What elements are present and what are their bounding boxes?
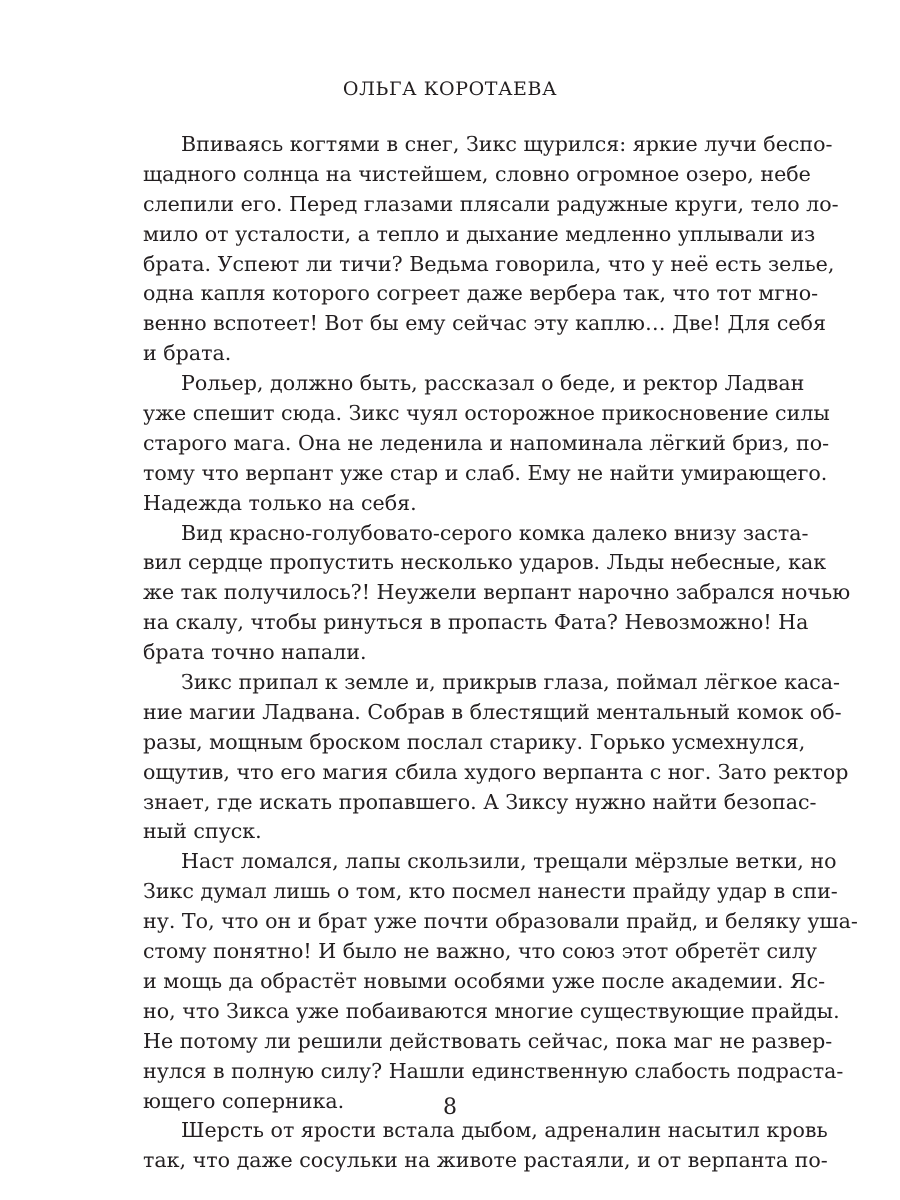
paragraph [143,130,839,369]
text-line: Наст ломался, лапы скользили, трещали мёрзлые ветки, но [181,849,837,874]
paragraph [143,668,849,847]
text-line: Зикс думал лишь о том, кто посмел нанести прайду удар в спи- [143,879,838,904]
text-line: нулся в полную силу? Нашли единственную слабость подраста- [143,1058,844,1083]
text-line: вил сердце пропустить несколько ударов. Льды небесные, как [143,550,827,575]
text-line: Рольер, должно быть, рассказал о беде, и ректор Ладван [181,371,805,396]
text-line: Не потому ли решили действовать сейчас, пока маг не развер- [143,1028,833,1053]
text-line: же так получилось?! Неужели верпант нарочно забрался ночью [143,580,851,605]
text-line: брата. Успеют ли тичи? Ведьма говорила, что у неё есть зелье, [143,251,835,276]
running-head-author: ОЛЬГА КОРОТАЕВА [342,78,558,100]
text-line: Надежда только на себя. [143,490,417,515]
paragraph [143,1116,828,1176]
text-line: Зикс припал к земле и, прикрыв глаза, поймал лёгкое каса- [181,670,840,695]
text-line: стому понятно! И было не важно, что союз этот обретёт силу [143,939,818,964]
text-line: но, что Зикса уже побаиваются многие существующие прайды. [143,998,840,1023]
text-line: разы, мощным броском послал старику. Горько усмехнулся, [143,729,806,754]
text-line: на скалу, чтобы ринуться в пропасть Фата? Невозможно! На [143,610,809,635]
text-line: мило от усталости, а тепло и дыхание медленно уплывали из [143,221,816,246]
text-line: ну. То, что он и брат уже почти образовали прайд, и беляку уша- [143,909,858,934]
page-number: 8 [443,1095,457,1120]
text-line: ощутив, что его магия сбила худого верпанта с ног. Зато ректор [143,759,849,784]
text-line: одна капля которого согреет даже вербера так, что тот мгно- [143,281,819,306]
text-line: так, что даже сосульки на животе растаяли, и от верпанта по- [143,1148,828,1173]
text-line: и мощь да обрастёт новыми особями уже после академии. Яс- [143,968,826,993]
text-line: знает, где искать пропавшего. А Зиксу нужно найти безопас- [143,789,817,814]
text-line: Вид красно-голубовато-серого комка далеко внизу заста- [181,520,809,545]
text-line: уже спешит сюда. Зикс чуял осторожное прикосновение силы [143,401,830,426]
paragraph [143,847,858,1116]
paragraph [143,369,830,518]
text-line: ющего соперника. [143,1088,345,1113]
text-line: щадного солнца на чистейшем, словно огромное озеро, небе [143,161,811,186]
text-line: тому что верпант уже стар и слаб. Ему не найти умирающего. [143,460,828,485]
text-line: ный спуск. [143,819,262,844]
text-line: Впиваясь когтями в снег, Зикс щурился: яркие лучи беспо- [181,132,833,156]
body-text [143,130,858,1176]
text-line: и брата. [143,341,232,366]
text-line: старого мага. Она не леденила и напоминала лёгкий бриз, по- [143,430,830,455]
paragraph [143,519,851,668]
text-line: ние магии Ладвана. Собрав в блестящий ментальный комок об- [143,699,842,724]
text-line: слепили его. Перед глазами плясали радужные круги, тело ло- [143,191,839,216]
text-line: Шерсть от ярости встала дыбом, адреналин насытил кровь [181,1118,828,1143]
text-line: брата точно напали. [143,640,367,665]
text-line: венно вспотеет! Вот бы ему сейчас эту каплю… Две! Для себя [143,311,826,336]
